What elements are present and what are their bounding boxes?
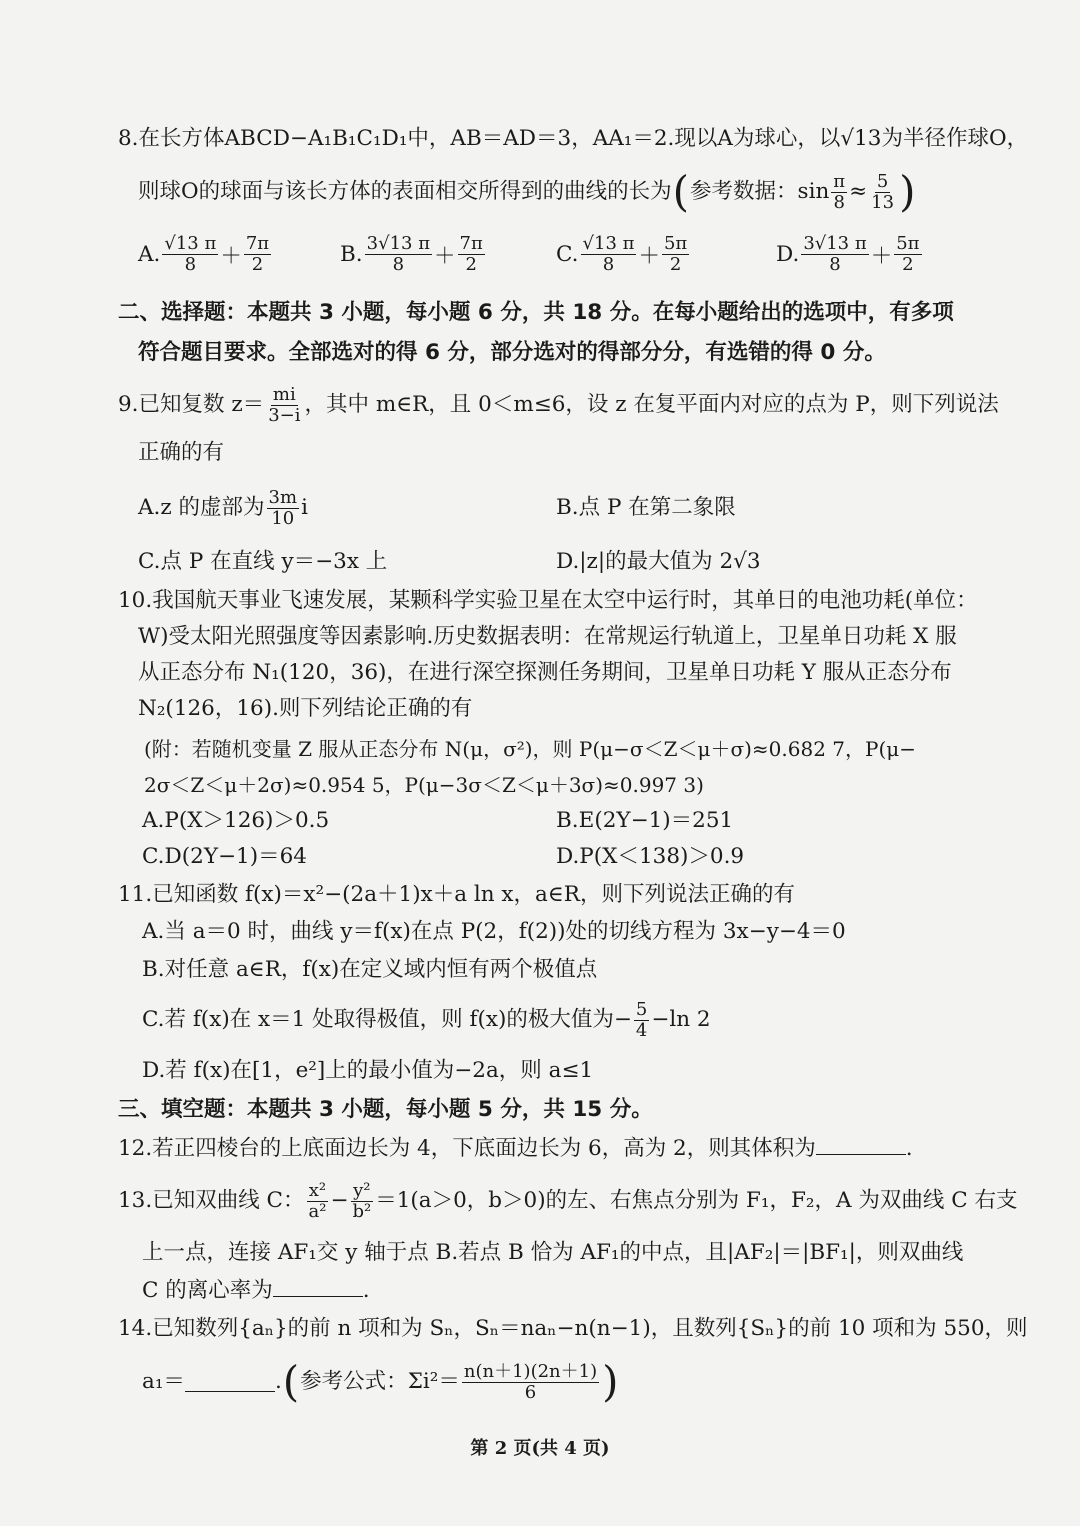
q9-option-a bbox=[138, 483, 308, 533]
right-paren: ) bbox=[602, 1357, 619, 1406]
frac-den: 6 bbox=[524, 1381, 537, 1403]
q10-note-line2: 2σ＜Z＜μ＋2σ)≈0.954 5，P(μ−3σ＜Z＜μ＋3σ)≈0.997 3) bbox=[144, 773, 704, 797]
frac-num: n(n＋1)(2n＋1) bbox=[463, 1360, 598, 1382]
q10-option-d: D.P(X＜138)＞0.9 bbox=[556, 844, 745, 869]
option-label: B. bbox=[340, 242, 363, 267]
frac-den: a² bbox=[308, 1200, 327, 1222]
approx-sign: ≈ bbox=[849, 179, 868, 204]
section-2-heading: 二、选择题：本题共 3 小题，每小题 6 分，共 18 分。在每小题给出的选项中，有多项 bbox=[118, 300, 954, 325]
answer-blank[interactable] bbox=[273, 1278, 363, 1297]
q8-ref-label: 参考数据：sin bbox=[690, 179, 830, 204]
q8-ref-frac1 bbox=[831, 172, 847, 213]
frac-num: 7π bbox=[459, 233, 483, 254]
option-label: C. bbox=[556, 242, 579, 267]
frac-num: 3√13 π bbox=[803, 233, 867, 254]
q12-line bbox=[118, 1134, 913, 1164]
q8-line1: 8.在长方体ABCD−A₁B₁C₁D₁中，AB＝AD＝3，AA₁＝2.现以A为球心，以√13为半径作球O， bbox=[118, 126, 1029, 151]
frac-den: 3−i bbox=[268, 404, 301, 426]
q10-line4: N₂(126，16).则下列结论正确的有 bbox=[138, 696, 473, 721]
frac bbox=[365, 234, 432, 275]
frac-num: √13 π bbox=[582, 233, 635, 254]
frac bbox=[162, 234, 218, 275]
frac-num: π bbox=[833, 170, 846, 192]
frac-den: b² bbox=[352, 1200, 372, 1222]
section-2-heading-line2: 符合题目要求。全部选对的得 6 分，部分选对的得部分分，有选错的得 0 分。 bbox=[138, 340, 886, 365]
q8-options bbox=[0, 234, 1080, 284]
q14-line1: 14.已知数列{aₙ}的前 n 项和为 Sₙ，Sₙ＝naₙ−n(n−1)，且数列{Sₙ}的前 10 项和为 550，则 bbox=[118, 1316, 1028, 1341]
q11-option-d: D.若 f(x)在[1，e²]上的最小值为−2a，则 a≤1 bbox=[142, 1058, 594, 1083]
q13-text: ＝1(a＞0，b＞0)的左、右焦点分别为 F₁，F₂，A 为双曲线 C 右支 bbox=[375, 1188, 1018, 1213]
frac-den: 2 bbox=[251, 254, 264, 275]
q8-option-d bbox=[776, 234, 924, 275]
frac-num: 7π bbox=[245, 233, 270, 254]
frac-num: mi bbox=[272, 383, 296, 405]
frac-den: 4 bbox=[635, 1019, 648, 1041]
plus-sign: ＋ bbox=[434, 244, 456, 269]
q14-ref-sum: Σi²＝ bbox=[407, 1369, 460, 1394]
frac-num: 5π bbox=[663, 233, 688, 254]
frac-den: 13 bbox=[871, 191, 895, 213]
q9-option-d: D.|z|的最大值为 2√3 bbox=[556, 549, 761, 574]
frac bbox=[458, 234, 485, 275]
frac bbox=[306, 1181, 328, 1222]
q14-text: a₁＝ bbox=[142, 1369, 185, 1394]
q14-line2 bbox=[142, 1354, 620, 1410]
frac-den: 8 bbox=[829, 254, 841, 275]
minus-sign: − bbox=[330, 1188, 349, 1213]
answer-blank[interactable] bbox=[185, 1373, 275, 1392]
period: . bbox=[905, 1136, 913, 1161]
q10-option-a: A.P(X＞126)＞0.5 bbox=[142, 808, 330, 833]
plus-sign: ＋ bbox=[220, 244, 242, 269]
left-paren: ( bbox=[672, 167, 690, 216]
q10-option-b: B.E(2Y−1)＝251 bbox=[556, 808, 734, 833]
frac-num: y² bbox=[353, 1179, 371, 1201]
frac-num: 5 bbox=[876, 170, 889, 192]
q11-line1: 11.已知函数 f(x)＝x²−(2a＋1)x＋a ln x，a∈R，则下列说法正确的有 bbox=[118, 882, 795, 907]
frac-den: 8 bbox=[184, 254, 197, 275]
frac-den: 8 bbox=[392, 254, 405, 275]
frac-den: 8 bbox=[833, 191, 845, 213]
frac bbox=[266, 385, 302, 426]
q9-line2: 正确的有 bbox=[138, 440, 225, 465]
q11-option-c bbox=[142, 995, 711, 1045]
q9-option-c: C.点 P 在直线 y＝−3x 上 bbox=[138, 549, 388, 574]
frac-den: 2 bbox=[465, 254, 477, 275]
q13-text: C 的离心率为 bbox=[142, 1278, 273, 1303]
q10-line2: W)受太阳光照强度等因素影响.历史数据表明：在常规运行轨道上，卫星单日功耗 X 服 bbox=[138, 624, 957, 649]
q8-option-c bbox=[556, 234, 691, 275]
q11-option-a: A.当 a＝0 时，曲线 y＝f(x)在点 P(2，f(2))处的切线方程为 3x−y−4＝0 bbox=[142, 919, 846, 944]
q8-line2-text: 则球O的球面与该长方体的表面相交所得到的曲线的长为 bbox=[138, 179, 672, 204]
frac bbox=[801, 234, 868, 275]
section-3-heading: 三、填空题：本题共 3 小题，每小题 5 分，共 15 分。 bbox=[118, 1097, 653, 1122]
q13-line1 bbox=[118, 1176, 1018, 1226]
frac-num: 3m bbox=[268, 486, 298, 508]
q9-line1 bbox=[118, 380, 999, 430]
left-paren: ( bbox=[282, 1357, 300, 1406]
q13-line3 bbox=[142, 1276, 370, 1306]
option-label: D. bbox=[776, 242, 800, 267]
frac-den: 2 bbox=[902, 254, 914, 275]
frac-num: 5π bbox=[896, 233, 920, 254]
option-label: A. bbox=[138, 242, 161, 267]
frac-den: 10 bbox=[271, 507, 295, 529]
option-text: −ln 2 bbox=[651, 1007, 711, 1032]
q8-option-a bbox=[138, 234, 273, 275]
frac bbox=[662, 234, 689, 275]
plus-sign: ＋ bbox=[638, 244, 660, 269]
option-text: i bbox=[301, 495, 308, 520]
right-paren: ) bbox=[899, 167, 916, 216]
frac-num: 3√13 π bbox=[366, 233, 431, 254]
q13-text: 13.已知双曲线 C： bbox=[118, 1188, 305, 1213]
q9-text: 9.已知复数 z＝ bbox=[118, 392, 265, 417]
frac bbox=[894, 234, 921, 275]
frac-num: √13 π bbox=[164, 233, 217, 254]
frac bbox=[634, 1000, 649, 1041]
period: . bbox=[274, 1369, 282, 1394]
period: . bbox=[362, 1278, 370, 1303]
frac bbox=[267, 488, 300, 529]
q13-line2: 上一点，连接 AF₁交 y 轴于点 B.若点 B 恰为 AF₁的中点，且|AF₂|＝|BF₁|，则双曲线 bbox=[142, 1240, 964, 1265]
page-footer: 第 2 页(共 4 页) bbox=[470, 1438, 610, 1459]
q8-line2 bbox=[138, 167, 916, 217]
q10-note-line1: (附：若随机变量 Z 服从正态分布 N(μ，σ²)，则 P(μ−σ＜Z＜μ＋σ)≈0.682 7，P(μ− bbox=[144, 737, 917, 761]
frac bbox=[350, 1181, 373, 1222]
q12-text: 12.若正四棱台的上底面边长为 4，下底面边长为 6，高为 2，则其体积为 bbox=[118, 1136, 816, 1161]
option-text: A.z 的虚部为 bbox=[138, 495, 265, 520]
frac-num: 5 bbox=[635, 998, 648, 1020]
q10-option-c: C.D(2Y−1)＝64 bbox=[142, 844, 307, 869]
plus-sign: ＋ bbox=[870, 244, 893, 269]
frac-num: x² bbox=[308, 1179, 327, 1201]
q14-ref-label: 参考公式： bbox=[300, 1369, 408, 1394]
q8-option-b bbox=[340, 234, 487, 275]
frac bbox=[462, 1362, 599, 1403]
q9-option-b: B.点 P 在第二象限 bbox=[556, 495, 736, 520]
q10-line3: 从正态分布 N₁(120，36)，在进行深空探测任务期间，卫星单日功耗 Y 服从正态分布 bbox=[138, 660, 952, 685]
answer-blank[interactable] bbox=[816, 1136, 906, 1155]
q8-ref-frac2 bbox=[869, 172, 896, 213]
q10-line1: 10.我国航天事业飞速发展，某颗科学实验卫星在太空中运行时，其单日的电池功耗(单位： bbox=[118, 588, 978, 613]
q11-option-b: B.对任意 a∈R，f(x)在定义域内恒有两个极值点 bbox=[142, 957, 598, 982]
frac-den: 8 bbox=[602, 254, 615, 275]
q9-text: ，其中 m∈R，且 0＜m≤6，设 z 在复平面内对应的点为 P，则下列说法 bbox=[304, 392, 999, 417]
frac bbox=[581, 234, 637, 275]
frac bbox=[244, 234, 271, 275]
option-text: C.若 f(x)在 x＝1 处取得极值，则 f(x)的极大值为− bbox=[142, 1007, 632, 1032]
frac-den: 2 bbox=[669, 254, 682, 275]
